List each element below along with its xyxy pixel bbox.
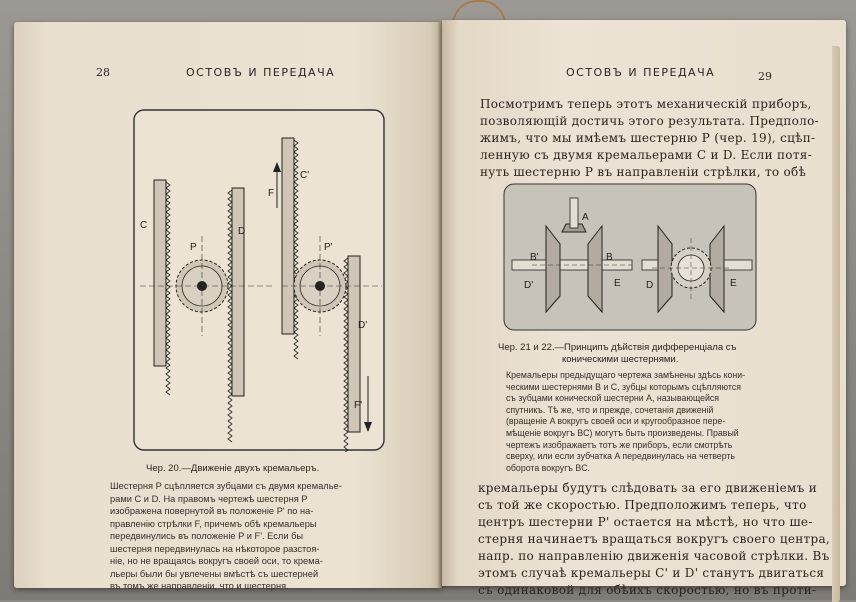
label-d-prime: D'	[358, 320, 368, 331]
label-d: D	[646, 280, 654, 291]
right-small-line: оборота вокругъ BC.	[506, 462, 591, 473]
left-paragraph-line: рами C и D. На правомъ чертежѣ шестерня P	[110, 493, 308, 504]
right-small-line: сверху, или если зубчатка A передвинулась на четверть	[506, 451, 736, 462]
left-paragraph-line: Шестерня P сцѣпляется зубцами съ двумя кремалье-	[110, 481, 342, 491]
right-small-line: съ зубцами конической шестерни A, называющейся	[506, 393, 720, 404]
left-page-number: 28	[96, 66, 110, 79]
right-small-line: ческими шестернями B и C, зубцы которымъ сцѣпляются	[506, 381, 741, 392]
left-page	[14, 22, 442, 591]
label-e-2: E	[730, 278, 737, 289]
left-paragraph-line: передвинулись въ положеніе P и F'. Если бы	[110, 531, 304, 541]
left-paragraph-line: ніе, но не вращаясь вокругъ своей оси, то крема-	[110, 556, 323, 566]
figure-20-racks	[132, 108, 386, 452]
right-small-line: мѣщеніе вокругъ BC) могутъ быть произведены. Правый	[506, 427, 739, 438]
right-small-paragraph	[506, 370, 806, 474]
right-small-line: Кремальеры предыдущаго чертежа замѣнены здѣсь кони-	[506, 370, 746, 380]
label-p: P	[190, 242, 197, 253]
right-top-line: Посмотримъ теперь этотъ механическій приборъ,	[480, 97, 812, 111]
right-bottom-text	[478, 480, 831, 599]
figure-20-caption: Чер. 20.—Движеніе двухъ кремальеръ.	[146, 463, 320, 474]
right-running-head: ОСТОВЪ И ПЕРЕДАЧА	[566, 66, 716, 79]
label-a: A	[582, 212, 589, 223]
right-top-line: позволяющій достичь этого результата. Предполо-	[480, 114, 819, 128]
right-small-line: (вращеніе A вокругъ своей оси и кругообразное пере-	[506, 416, 726, 427]
right-top-line: жимъ, что мы имѣемъ шестерню P (чер. 19), сцѣп-	[480, 131, 816, 145]
left-paragraph-line: въ томъ же направленіи, что и шестерня.	[110, 581, 289, 591]
label-b-prime: B'	[530, 252, 539, 263]
right-bottom-line: стерня начинаетъ вращаться вокругъ своего центра,	[478, 532, 831, 546]
right-bottom-line: центръ шестерни P' остается на мѣстѣ, но что ше-	[478, 515, 813, 529]
right-bottom-line: съ одинаковой для обѣихъ скоростью, но въ проти-	[478, 583, 817, 597]
right-small-line: чертежъ изображаетъ тотъ же приборъ, если смотрѣть	[506, 439, 733, 450]
page-edge	[832, 46, 840, 602]
figure-21-22-differential	[502, 182, 758, 332]
left-paragraph-line: изображена повернутой въ положеніе P' по на-	[110, 506, 314, 516]
right-page	[442, 20, 846, 597]
right-bottom-line: кремальеры будутъ слѣдовать за его движеніемъ и	[478, 481, 818, 495]
label-f: F	[268, 188, 275, 199]
label-d-prime-2: D'	[524, 280, 534, 291]
label-b: B	[606, 252, 613, 263]
right-top-line: ленную съ двумя кремальерами C и D. Если потя-	[480, 148, 812, 162]
right-bottom-line: этомъ случаѣ кремальеры C' и D' станутъ двигаться	[478, 566, 825, 580]
right-bottom-line: напр. по направленію движенія часовой стрѣлки. Въ	[478, 549, 830, 563]
left-running-head: ОСТОВЪ И ПЕРЕДАЧА	[186, 66, 336, 79]
left-paragraph-line: шестерня передвинулась на нѣкоторое разстоя-	[110, 543, 320, 554]
figure-21-caption-line2: коническими шестернями.	[562, 354, 679, 365]
left-paragraph	[110, 480, 410, 593]
right-top-text	[480, 96, 819, 181]
right-bottom-line: съ той же скоростью. Предположимъ теперь, что	[478, 498, 807, 512]
label-e: E	[614, 278, 621, 289]
label-d: D	[238, 226, 246, 237]
label-c-prime: C'	[300, 170, 310, 181]
label-p-prime: P'	[324, 242, 333, 253]
left-paragraph-line: льеры были бы увлечены вмѣстѣ съ шестерней	[110, 568, 319, 579]
label-f-prime: F'	[354, 400, 363, 411]
figure-21-caption-line1: Чер. 21 и 22.—Принципъ дѣйствія дифференціала съ	[498, 342, 737, 353]
left-paragraph-line: правленію стрѣлки F, причемъ обѣ кремальеры	[110, 518, 317, 529]
right-top-line: нуть шестерню P въ направленіи стрѣлки, то обѣ	[480, 165, 807, 179]
label-c: C	[140, 220, 148, 231]
right-small-line: спутникъ. Тѣ же, что и прежде, сочетанія движеній	[506, 404, 714, 415]
right-page-number: 29	[758, 70, 772, 83]
